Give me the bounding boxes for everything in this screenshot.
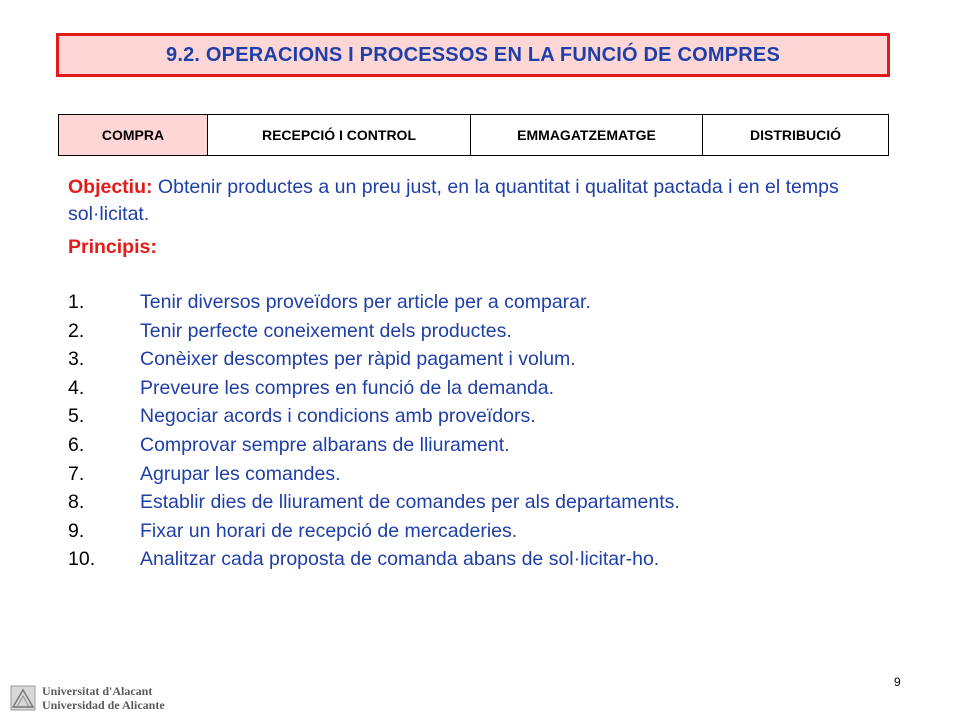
logo-text-line1: Universitat d'Alacant	[42, 684, 153, 698]
list-item-number: 5.	[68, 405, 85, 428]
list-item	[68, 517, 888, 546]
list-item	[68, 345, 888, 374]
list-item	[68, 488, 888, 517]
list-item	[68, 545, 888, 574]
page-number: 9	[894, 675, 901, 689]
objective-paragraph	[68, 174, 888, 228]
university-logo-icon	[10, 685, 36, 711]
principles-heading: Principis:	[68, 236, 157, 258]
list-item-number: 4.	[68, 376, 85, 399]
list-item-text: Establir dies de lliurament de comandes per als departaments.	[140, 491, 680, 514]
list-item-number: 3.	[68, 348, 85, 371]
stage-distribucio: DISTRIBUCIÓ	[703, 115, 889, 156]
list-item-text: Comprovar sempre albarans de lliurament.	[140, 433, 510, 456]
process-stages-row	[59, 115, 889, 156]
list-item	[68, 374, 888, 403]
list-item-number: 8.	[68, 491, 85, 514]
list-item-text: Negociar acords i condicions amb proveïdors.	[140, 405, 536, 428]
list-item-number: 10.	[68, 548, 96, 571]
list-item	[68, 402, 888, 431]
list-item-number: 7.	[68, 462, 85, 485]
list-item-text: Tenir diversos proveïdors per article per a comparar.	[140, 291, 591, 313]
list-item	[68, 460, 888, 489]
slide-title-box	[56, 33, 890, 77]
list-item-number: 6.	[68, 433, 85, 456]
list-item-number: 9.	[68, 519, 85, 542]
list-item-number: 2.	[68, 319, 85, 342]
logo-text-line2: Universidad de Alicante	[42, 698, 165, 712]
list-item-text: Agrupar les comandes.	[140, 462, 341, 485]
stage-emmagatzematge: EMMAGATZEMATGE	[471, 115, 703, 156]
spacer	[68, 261, 888, 288]
list-item-text: Fixar un horari de recepció de mercaderies.	[140, 519, 518, 542]
stage-compra: COMPRA	[59, 115, 208, 156]
process-stages-table	[58, 114, 889, 156]
slide-title: 9.2. OPERACIONS I PROCESSOS EN LA FUNCIÓ DE COMPRES	[166, 43, 780, 66]
principles-list	[68, 288, 888, 574]
objective-text: Obtenir productes a un preu just, en la quantitat i qualitat pactada i en el temps sol·licitat.	[68, 176, 839, 225]
slide-content	[68, 174, 888, 574]
list-item-text: Tenir perfecte coneixement dels productes.	[140, 319, 512, 342]
list-item-text: Conèixer descomptes per ràpid pagament i volum.	[140, 348, 576, 371]
stage-recepcio-control: RECEPCIÓ I CONTROL	[208, 115, 471, 156]
list-item	[68, 317, 888, 346]
list-item-number: 1.	[68, 291, 85, 313]
university-logo	[10, 682, 190, 714]
list-item	[68, 288, 888, 317]
list-item	[68, 431, 888, 460]
list-item-text: Analitzar cada proposta de comanda abans de sol·licitar-ho.	[140, 548, 660, 571]
objective-label: Objectiu:	[68, 176, 153, 198]
list-item-text: Preveure les compres en funció de la demanda.	[140, 376, 555, 399]
